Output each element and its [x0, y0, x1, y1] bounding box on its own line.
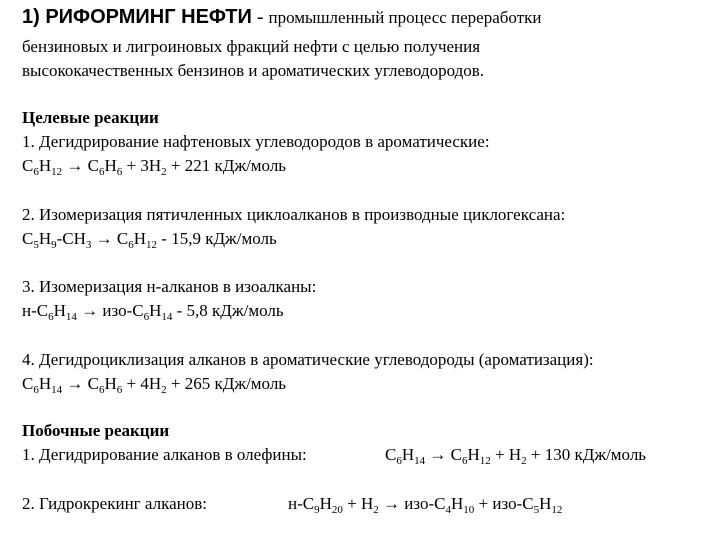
formula-subscript: 6: [98, 166, 105, 178]
formula-subscript: 9: [314, 504, 320, 516]
side-reaction-2-equation: [288, 494, 562, 514]
formula-text: H: [104, 374, 117, 393]
formula-subscript: 6: [33, 166, 39, 178]
formula-text: - 15,9 кДж/моль: [157, 229, 277, 248]
formula-subscript: 5: [33, 239, 39, 251]
page-heading: 1) РИФОРМИНГ НЕФТИ: [22, 6, 252, 28]
formula-subscript: 2: [161, 166, 167, 178]
formula-text: → C: [425, 445, 462, 464]
formula-subscript: 6: [33, 384, 39, 396]
formula-subscript: 6: [116, 166, 123, 178]
side-reaction-2-text: 2. Гидрокрекинг алканов:: [22, 494, 207, 513]
formula-subscript: 9: [51, 239, 57, 251]
formula-subscript: 14: [65, 311, 77, 323]
formula-text: H: [539, 494, 552, 513]
reaction-4-equation: [22, 374, 286, 394]
side-reaction-1-equation: [385, 445, 646, 465]
formula-text: H: [467, 445, 480, 464]
formula-text: + 221 кДж/моль: [166, 156, 287, 175]
formula-subscript: 2: [373, 504, 379, 516]
formula-text: C: [22, 229, 34, 248]
formula-subscript: 14: [414, 455, 426, 467]
formula-text: + 265 кДж/моль: [166, 374, 287, 393]
formula-text: → изо-C: [76, 301, 144, 320]
formula-text: H: [319, 494, 332, 513]
heading-dash: -: [256, 6, 264, 28]
formula-subscript: 12: [146, 239, 158, 251]
formula-subscript: 12: [551, 504, 563, 516]
formula-text: → C: [62, 156, 99, 175]
formula-text: H: [53, 301, 66, 320]
formula-text: → изо-C: [378, 494, 446, 513]
intro-text-2: бензиновых и лигроиновых фракций нефти с целью получения: [22, 37, 481, 56]
reaction-1-text: 1. Дегидрирование нафтеновых углеводородов в ароматические:: [22, 132, 490, 151]
reaction-3-equation: [22, 301, 284, 321]
formula-subscript: 2: [161, 384, 167, 396]
intro-text-1: промышленный процесс переработки: [268, 8, 542, 27]
formula-text: -CH: [56, 229, 86, 248]
formula-text: → C: [62, 374, 99, 393]
formula-text: н-C: [22, 301, 49, 320]
target-reactions-title: Целевые реакции: [22, 108, 159, 127]
formula-subscript: 6: [116, 384, 123, 396]
formula-subscript: 20: [331, 504, 343, 516]
formula-subscript: 3: [85, 239, 92, 251]
formula-text: - 5,8 кДж/моль: [172, 301, 284, 320]
formula-text: + 3H: [122, 156, 162, 175]
formula-subscript: 6: [461, 455, 468, 467]
formula-text: C: [22, 156, 34, 175]
formula-subscript: 5: [533, 504, 540, 516]
formula-text: + изо-C: [474, 494, 534, 513]
formula-text: H: [401, 445, 415, 464]
reaction-2-equation: [22, 229, 277, 249]
side-reactions-title: Побочные реакции: [22, 421, 170, 440]
formula-subscript: 10: [463, 504, 475, 516]
intro-text-3: высококачественных бензинов и ароматических углеводородов.: [22, 61, 485, 80]
formula-text: H: [149, 301, 162, 320]
formula-subscript: 14: [51, 384, 63, 396]
formula-text: → C: [91, 229, 129, 248]
formula-text: H: [133, 229, 147, 248]
reaction-3-text: 3. Изомеризация н-алканов в изоалканы:: [22, 277, 317, 296]
side-reaction-1-text: 1. Дегидрирование алканов в олефины:: [22, 445, 307, 464]
formula-text: H: [38, 156, 52, 175]
formula-text: H: [104, 156, 117, 175]
formula-subscript: 4: [445, 504, 451, 516]
formula-text: C: [22, 374, 34, 393]
formula-subscript: 2: [521, 455, 527, 467]
formula-subscript: 12: [479, 455, 491, 467]
reaction-2-text: 2. Изомеризация пятичленных циклоалканов в производные циклогексана:: [22, 205, 566, 224]
formula-text: C: [385, 445, 397, 464]
formula-subscript: 12: [51, 166, 63, 178]
formula-subscript: 6: [98, 384, 105, 396]
reaction-4-text: 4. Дегидроциклизация алканов в ароматические углеводороды (ароматизация):: [22, 350, 594, 369]
formula-subscript: 6: [396, 455, 402, 467]
formula-subscript: 14: [161, 311, 173, 323]
formula-text: + H: [490, 445, 522, 464]
intro-title-line: [22, 6, 542, 29]
reaction-1-equation: [22, 156, 286, 176]
formula-text: + 130 кДж/моль: [526, 445, 647, 464]
formula-subscript: 6: [128, 239, 134, 251]
formula-text: + 4H: [122, 374, 162, 393]
formula-text: н-C: [288, 494, 315, 513]
formula-text: H: [38, 374, 52, 393]
formula-subscript: 6: [48, 311, 54, 323]
formula-text: H: [38, 229, 52, 248]
formula-text: H: [450, 494, 464, 513]
formula-text: + H: [342, 494, 374, 513]
formula-subscript: 6: [143, 311, 150, 323]
